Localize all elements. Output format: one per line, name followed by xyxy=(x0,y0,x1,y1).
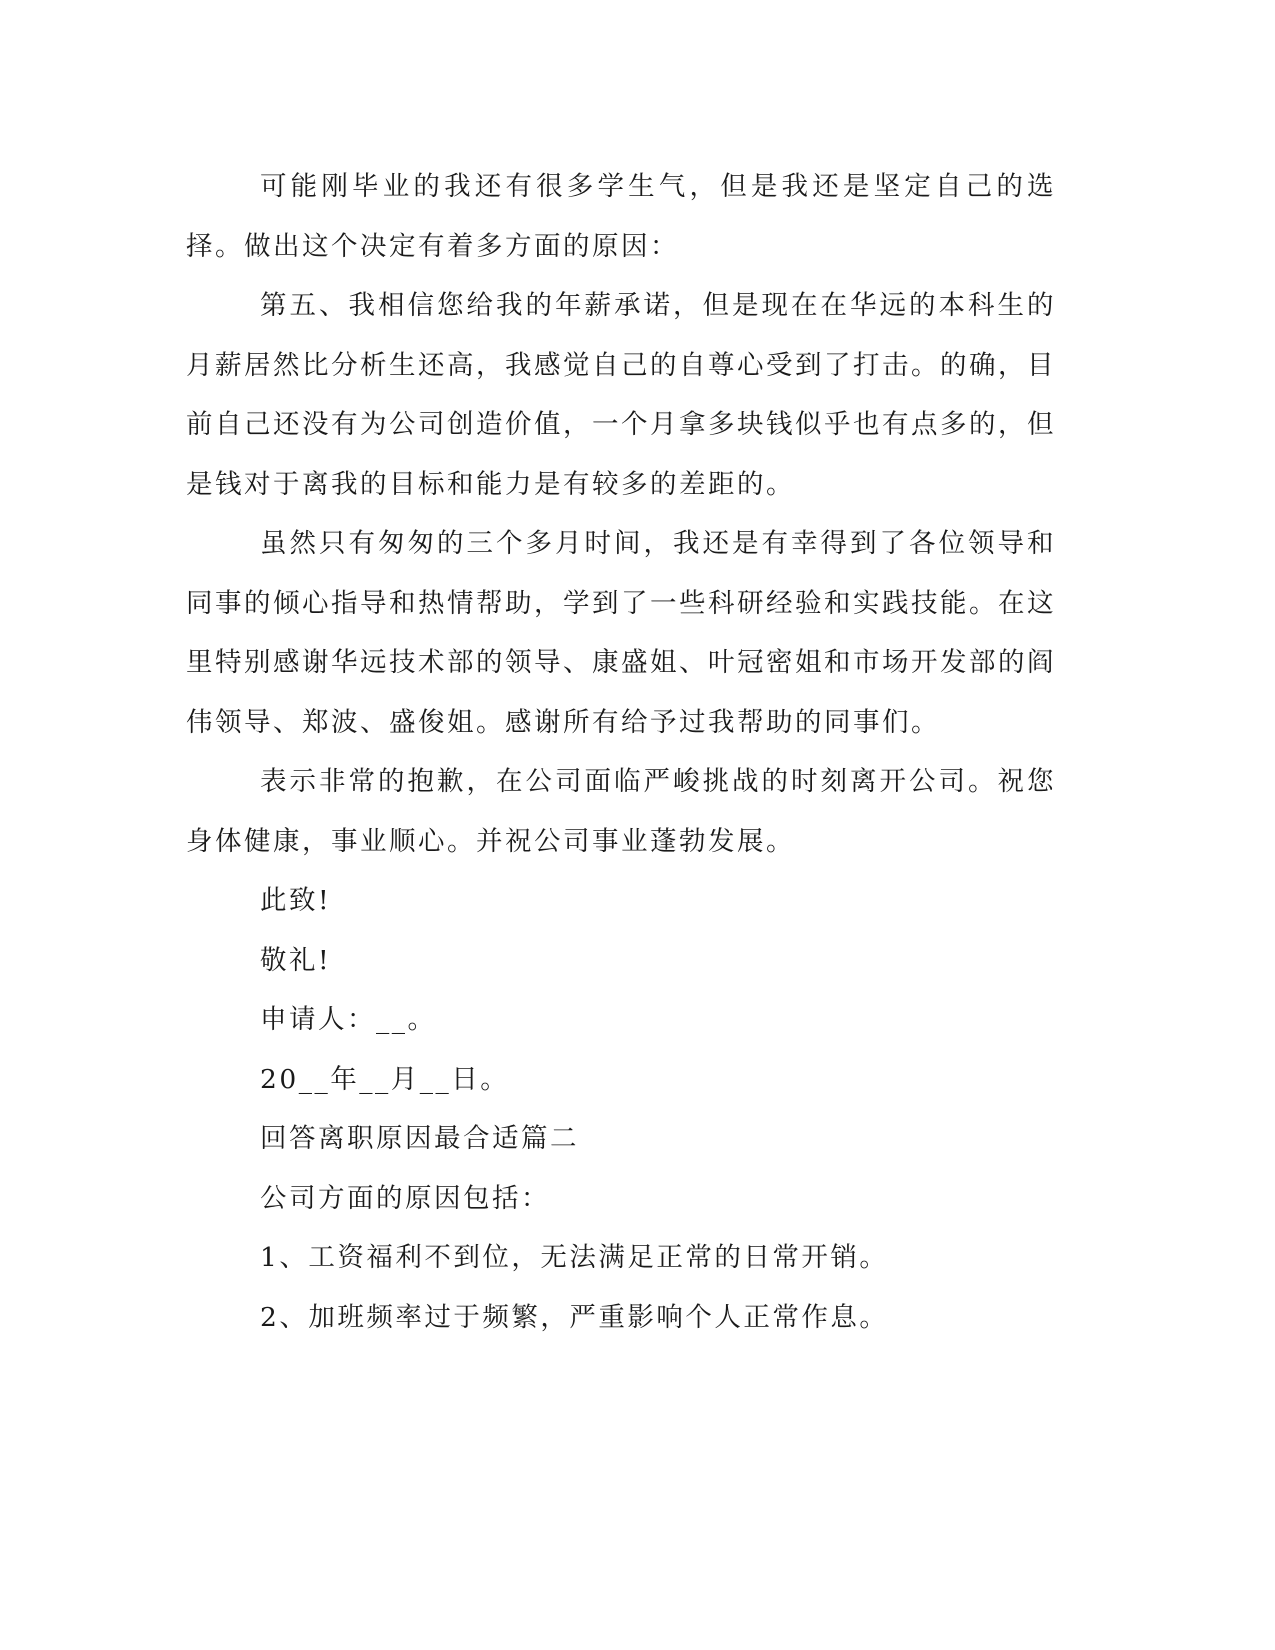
paragraph-thanks: 虽然只有匆匆的三个多月时间，我还是有幸得到了各位领导和同事的倾心指导和热情帮助，学到了一些科研经验和实践技能。在这里特别感谢华远技术部的领导、康盛姐、叶冠密姐和市场开发部的阎伟领导、郑波、盛俊姐。感谢所有给予过我帮助的同事们。 xyxy=(186,528,1056,738)
reason-item: 1、工资福利不到位，无法满足正常的日常开销。 xyxy=(260,1242,889,1273)
document-body xyxy=(186,157,1056,1347)
paragraph-apology: 表示非常的抱歉，在公司面临严峻挑战的时刻离开公司。祝您身体健康，事业顺心。并祝公司事业蓬勃发展。 xyxy=(186,766,1056,857)
company-reasons-intro: 公司方面的原因包括： xyxy=(260,1182,550,1214)
closing-regards: 敬礼! xyxy=(260,944,332,976)
paragraph-salary: 第五、我相信您给我的年薪承诺，但是现在在华远的本科生的月薪居然比分析生还高，我感觉自己的自尊心受到了打击。的确，目前自己还没有为公司创造价值，一个月拿多块钱似乎也有点多的，但是钱对于离我的目标和能力是有较多的差距的。 xyxy=(186,290,1056,500)
date-line: 20__年__月__日。 xyxy=(260,1063,510,1095)
reason-item: 2、加班频率过于频繁，严重影响个人正常作息。 xyxy=(260,1301,889,1333)
closing-salutation: 此致! xyxy=(260,885,332,916)
paragraph-choice: 可能刚毕业的我还有很多学生气，但是我还是坚定自己的选择。做出这个决定有着多方面的原因： xyxy=(186,171,1056,262)
applicant-line: 申请人：__。 xyxy=(260,1004,437,1035)
section-heading: 回答离职原因最合适篇二 xyxy=(260,1123,579,1154)
